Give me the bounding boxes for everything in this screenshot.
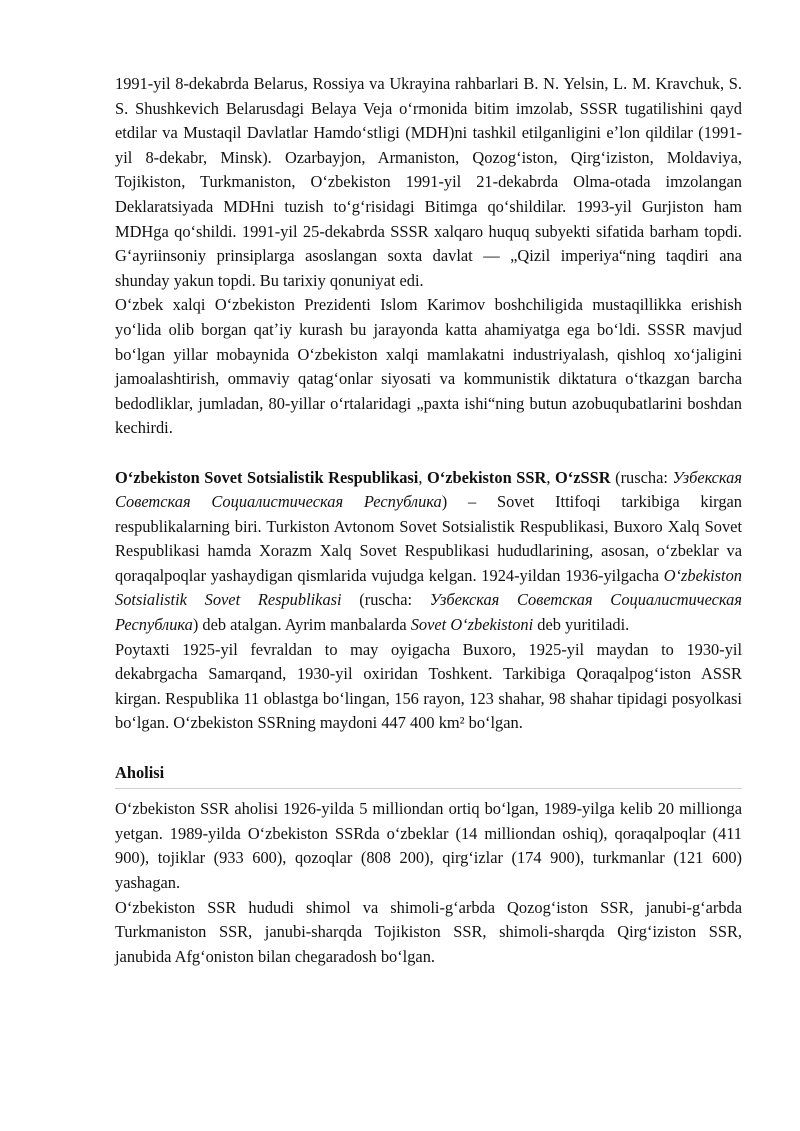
former-name: Oʻzbekiston Sotsialistik Sovet Respublikasi: [115, 565, 742, 610]
section-heading: Aholisi: [115, 762, 165, 782]
russian-former-name: Узбекская Советская Социалистическая Республика: [115, 590, 742, 635]
text-segment: ,: [418, 467, 427, 487]
term-full-name: Oʻzbekiston Sovet Sotsialistik Respublikasi: [115, 467, 419, 487]
text-segment: ) deb atalgan. Ayrim manbalarda: [192, 615, 411, 635]
term-abbreviation: OʻzSSR: [555, 467, 611, 487]
russian-name: Узбекская Советская Социалистическая Республика: [115, 467, 742, 512]
term-short-name: Oʻzbekiston SSR: [427, 467, 547, 487]
paragraph-uzbek-people: Oʻzbek xalqi Oʻzbekiston Prezidenti Islom Karimov boshchiligida mustaqillikka erishish yoʻlida olib borgan qatʼiy kurash bu jarayonda katta ahamiyatga ega boʻldi. SSSR mavjud boʻlgan yillar mobaynida Oʻzbekiston xalqi mamlakatni industriyalash, qishloq xoʻjaligini jamoalashtirish, ommaviy qatagʻonlar siyosati va kommunistik diktatura oʻtkazgan barcha bedodliklar, jumladan, 80-yillar oʻrtalaridagi „paxta ishi“ning butun azobuqubatlarini boshdan kechirdi.: [115, 295, 742, 438]
document-page: [115, 72, 742, 969]
text-segment: ) – Sovet Ittifoqi tarkibiga kirgan respublikalarning biri. Turkiston Avtonom Sovet Sotsialistik Respublikasi, Buxoro Xalq Sovet Respublikasi hamda Xorazm Xalq Sovet Respublikasi hududlarining, asosan, oʻzbeklar va qoraqalpoqlar yashaydigan qismlarida vujudga kelgan. 1924-yildan 1936-yilgacha: [115, 492, 742, 585]
paragraph-mdh-formation: 1991-yil 8-dekabrda Belarus, Rossiya va Ukrayina rahbarlari B. N. Yelsin, L. M. Kravchuk, S. S. Shushkevich Belarusdagi Belaya Veja oʻrmonida bitim imzolab, SSSR tugatilishini qayd etdilar va Mustaqil Davlatlar Hamdoʻstligi (MDH)ni tashkil etilganligini eʼlon qildilar (1991-yil 8-dekabr, Minsk). Ozarbayjon, Armaniston, Qozogʻiston, Qirgʻiziston, Moldaviya, Tojikiston, Turkmaniston, Oʻzbekiston 1991-yil 21-dekabrda Olma-otada imzolangan Deklaratsiyada MDHni tuzish toʻgʻrisidagi Bitimga qoʻshildilar. 1993-yil Gurjiston ham MDHga qoʻshildi. 1991-yil 25-dekabrda SSSR xalqaro huquq subyekti sifatida barham topdi. Gʻayriinsoniy prinsiplarga asoslangan soxta davlat — „Qizil imperiya“ning taqdiri ana shunday yakun topdi. Bu tarixiy qonuniyat edi.: [115, 74, 742, 290]
paragraph-uzssr-definition: [115, 466, 742, 638]
paragraph-borders: Oʻzbekiston SSR hududi shimol va shimoli-gʻarbda Qozogʻiston SSR, janubi-gʻarbda Turkmaniston SSR, janubi-sharqda Tojikiston SSR, shimoli-sharqda Qirgʻiziston SSR, janubida Afgʻoniston bilan chegaradosh boʻlgan.: [115, 897, 742, 966]
text-segment: (ruscha:: [341, 590, 430, 610]
section-divider: [115, 788, 742, 789]
paragraph-gap: [115, 736, 742, 761]
text-segment: (ruscha:: [610, 467, 673, 487]
paragraph-capital: Poytaxti 1925-yil fevraldan to may oyigacha Buxoro, 1925-yil maydan to 1930-yil dekabrgacha Samarqand, 1930-yil oxiridan Toshkent. Tarkibiga Qoraqalpogʻiston ASSR kirgan. Respublika 11 oblastga boʻlingan, 156 rayon, 123 shahar, 98 shahar tipidagi posyolkasi boʻlgan. Oʻzbekiston SSRning maydoni 447 400 km² boʻlgan.: [115, 639, 742, 733]
text-segment: deb yuritiladi.: [533, 615, 630, 635]
paragraph-population: Oʻzbekiston SSR aholisi 1926-yilda 5 milliondan ortiq boʻlgan, 1989-yilga kelib 20 millionga yetgan. 1989-yilda Oʻzbekiston SSRda oʻzbeklar (14 milliondan oshiq), qoraqalpoqlar (411 900), tojiklar (933 600), qozoqlar (808 200), qirgʻizlar (174 900), turkmanlar (121 600) yashagan.: [115, 799, 742, 892]
text-segment: ,: [546, 467, 555, 487]
paragraph-gap: [115, 441, 742, 466]
alternate-name: Sovet Oʻzbekistoni: [410, 615, 534, 635]
